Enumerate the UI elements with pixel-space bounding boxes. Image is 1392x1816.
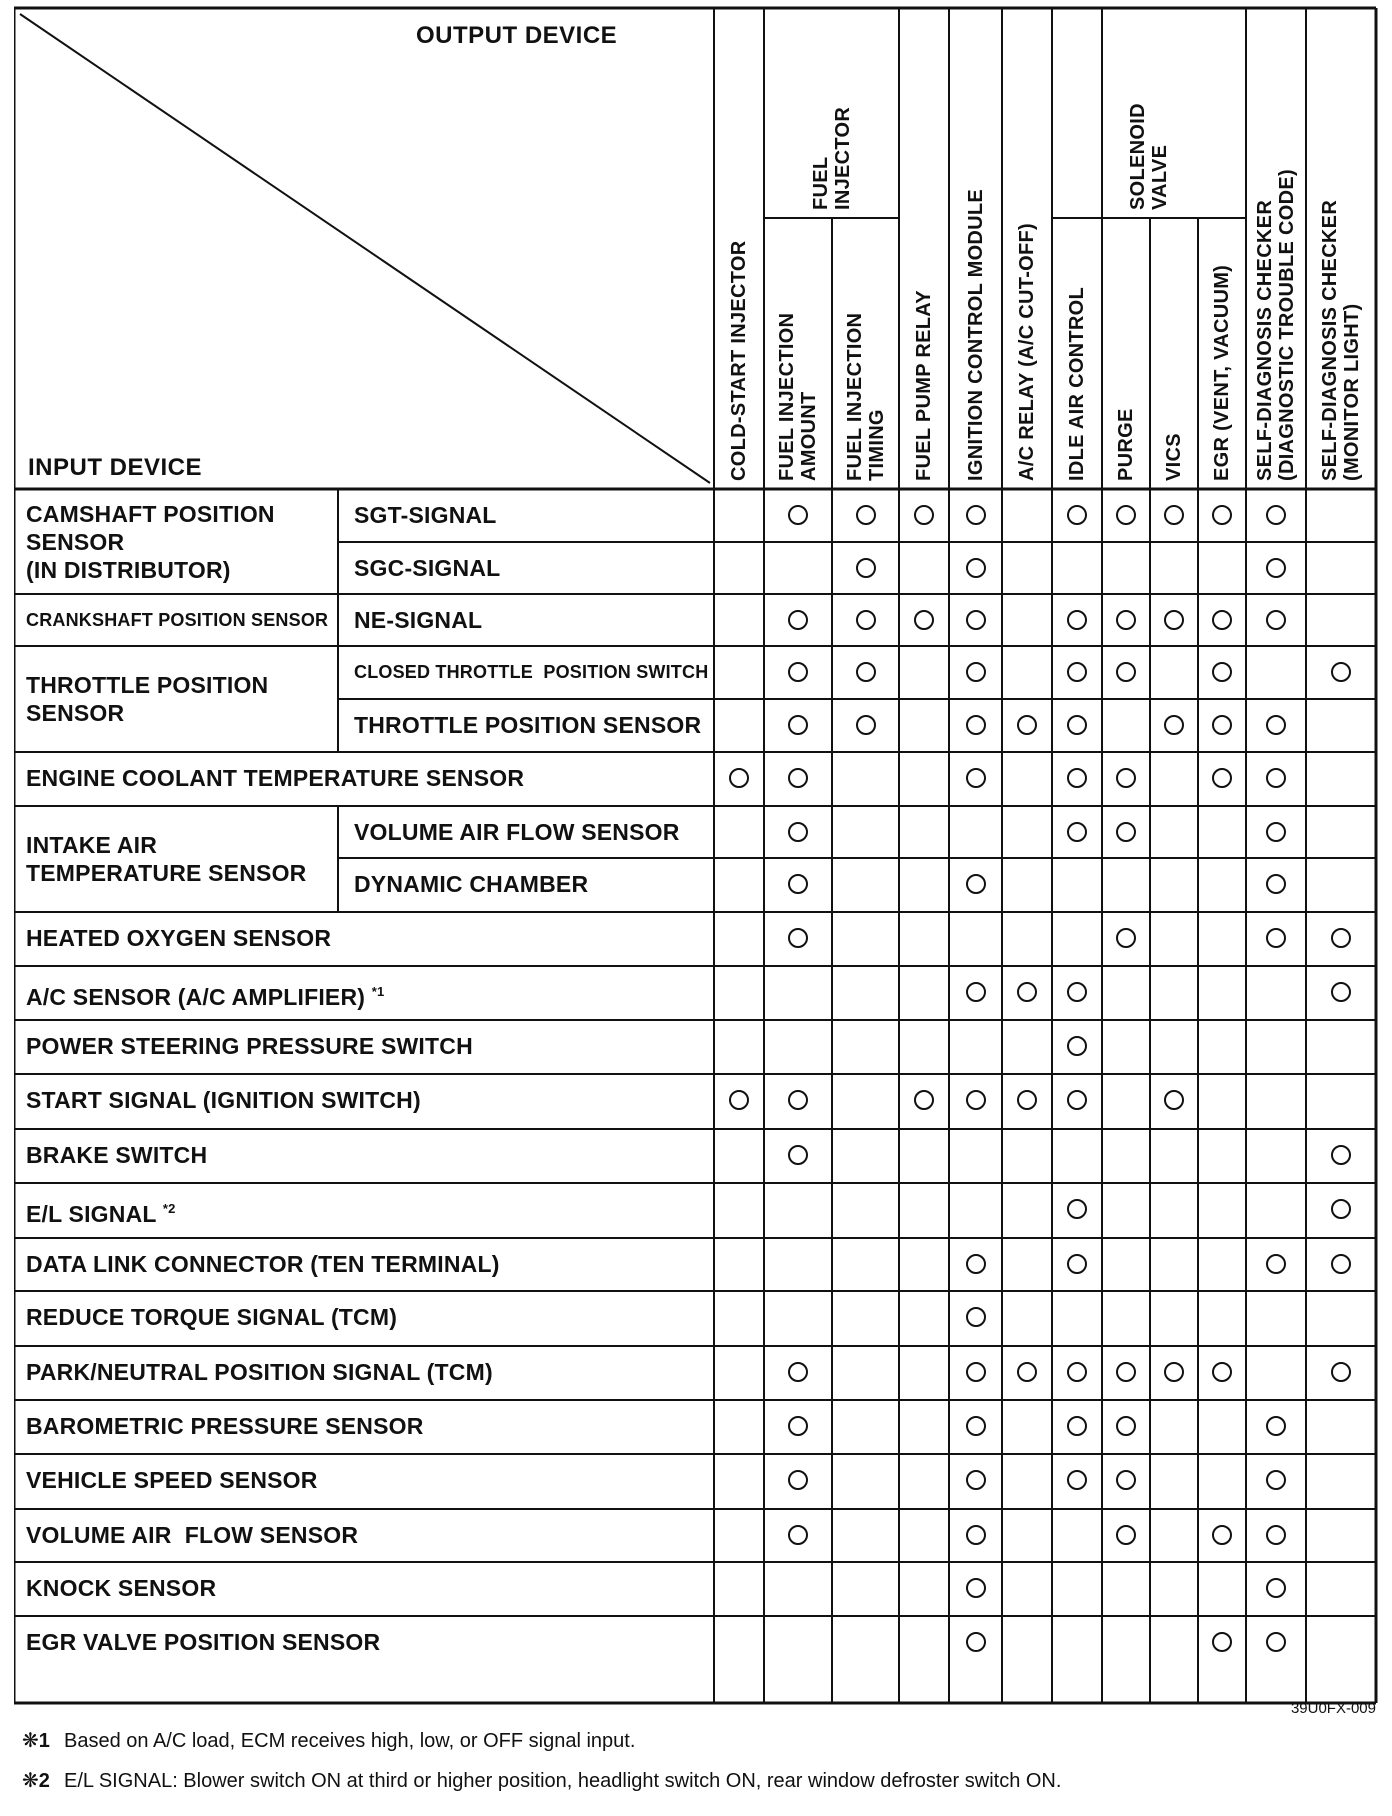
footnote-2-text: E/L SIGNAL: Blower switch ON at third or higher position, headlight switch ON, rear window defroster switch ON. [64,1770,1062,1792]
output-column-header: FUEL INJECTION AMOUNT [776,312,820,481]
input-row-label [26,1032,473,1060]
connection-mark [1164,1090,1184,1110]
connection-mark [788,822,808,842]
connection-mark [1266,928,1286,948]
connection-mark [966,1470,986,1490]
connection-mark [1116,1525,1136,1545]
connection-mark [1017,1090,1037,1110]
input-row-text: VOLUME AIR FLOW SENSOR [26,1522,359,1548]
input-group-label: THROTTLE POSITION SENSOR [26,672,269,726]
footnote-1 [22,1728,635,1753]
connection-mark [856,610,876,630]
row-footnote-ref: *1 [371,984,385,999]
input-row-label [26,764,524,792]
input-row-label [354,554,500,582]
connection-mark [1116,822,1136,842]
connection-mark [966,662,986,682]
connection-mark [966,1632,986,1652]
connection-mark [788,505,808,525]
connection-mark [966,1090,986,1110]
output-column-header: SELF-DIAGNOSIS CHECKER (MONITOR LIGHT) [1319,199,1363,481]
connection-mark [1067,1470,1087,1490]
connection-mark [1266,505,1286,525]
output-column-header: FUEL INJECTION TIMING [843,312,888,481]
connection-mark [1212,505,1232,525]
connection-mark [1266,1525,1286,1545]
connection-mark [966,768,986,788]
input-row-label [26,1195,176,1228]
connection-mark [1212,715,1232,735]
connection-mark [856,558,876,578]
connection-mark [1116,662,1136,682]
input-row-text: BRAKE SWITCH [26,1142,208,1168]
input-row-label [26,1303,397,1331]
connection-mark [1266,1416,1286,1436]
figure-id: 39U0FX-009 [1290,1700,1376,1717]
connection-mark [1067,1199,1087,1219]
connection-mark [1067,1254,1087,1274]
connection-mark [914,1090,934,1110]
connection-mark [1067,982,1087,1002]
connection-mark [966,1362,986,1382]
input-row-text: THROTTLE POSITION SENSOR [354,712,702,738]
connection-mark [1331,1254,1351,1274]
output-column-header: FUEL PUMP RELAY [913,290,935,481]
input-row-text: HEATED OXYGEN SENSOR [26,925,332,951]
connection-mark [1266,1632,1286,1652]
footnote-1-text: Based on A/C load, ECM receives high, low, or OFF signal input. [64,1730,636,1752]
connection-mark [1212,1632,1232,1652]
connection-mark [1331,662,1351,682]
connection-mark [914,610,934,630]
connection-mark [1266,874,1286,894]
footnote-2 [22,1768,1061,1793]
connection-mark [1017,1362,1037,1382]
header-diagonal [20,14,710,483]
connection-mark [1331,1145,1351,1165]
connection-mark [1266,1578,1286,1598]
connection-mark [1116,505,1136,525]
connection-mark [966,558,986,578]
input-row-label [26,1466,318,1494]
connection-mark [788,874,808,894]
connection-mark [966,1254,986,1274]
connection-mark [966,715,986,735]
input-row-label [354,501,497,529]
input-row-text: DATA LINK CONNECTOR (TEN TERMINAL) [26,1251,500,1277]
connection-mark [1266,1470,1286,1490]
input-row-label [354,818,680,846]
connection-mark [1017,715,1037,735]
connection-mark [1331,928,1351,948]
footnote-2-mark: ❋2 [22,1770,50,1792]
connection-mark [1212,662,1232,682]
connection-mark [1067,1090,1087,1110]
connection-mark [788,1090,808,1110]
input-row-label [354,606,482,634]
connection-mark [1331,1199,1351,1219]
connection-mark [1067,505,1087,525]
input-row-text: POWER STEERING PRESSURE SWITCH [26,1033,473,1059]
output-column-header: A/C RELAY (A/C CUT-OFF) [1016,222,1038,481]
input-row-text: REDUCE TORQUE SIGNAL (TCM) [26,1304,398,1330]
connection-mark [1116,610,1136,630]
connection-mark [1164,715,1184,735]
connection-mark [966,874,986,894]
input-row-text: DYNAMIC CHAMBER [354,871,589,897]
connection-mark [966,1307,986,1327]
connection-mark [1116,1362,1136,1382]
connection-mark [788,1362,808,1382]
input-row-label [26,978,384,1011]
footnote-1-mark: ❋1 [22,1730,50,1752]
input-row-label [354,711,701,739]
input-device-heading: INPUT DEVICE [28,454,203,481]
connection-mark [1067,662,1087,682]
connection-mark [1212,1525,1232,1545]
input-row-text: VEHICLE SPEED SENSOR [26,1467,318,1493]
connection-mark [788,1470,808,1490]
connection-mark [1116,768,1136,788]
input-row-label [354,870,588,898]
output-group-header: FUEL INJECTOR [809,106,854,210]
connection-mark [1164,610,1184,630]
connection-mark [914,505,934,525]
input-group-label: CRANKSHAFT POSITION SENSOR [26,610,329,630]
connection-mark [1212,1362,1232,1382]
output-column-header: IGNITION CONTROL MODULE [964,188,987,481]
input-row-text: BAROMETRIC PRESSURE SENSOR [26,1413,424,1439]
connection-mark [1212,610,1232,630]
connection-mark [788,928,808,948]
input-row-label [26,1574,216,1602]
output-column-header: VICS [1163,433,1185,481]
connection-mark [1164,505,1184,525]
connection-mark [729,1090,749,1110]
connection-mark [1266,610,1286,630]
input-row-label [26,1141,207,1169]
input-row-label [26,1250,500,1278]
connection-mark [1266,1254,1286,1274]
input-row-text: NE-SIGNAL [354,607,483,633]
connection-mark [1212,768,1232,788]
input-row-text: SGT-SIGNAL [354,502,497,528]
connection-mark [1164,1362,1184,1382]
input-row-text: A/C SENSOR (A/C AMPLIFIER) [26,984,366,1010]
input-row-text: VOLUME AIR FLOW SENSOR [354,819,680,845]
connection-mark [966,982,986,1002]
input-row-label [26,1358,493,1386]
connection-mark [966,505,986,525]
connection-mark [1266,822,1286,842]
connection-mark [966,610,986,630]
input-row-text: E/L SIGNAL [26,1201,157,1227]
connection-mark [788,715,808,735]
connection-mark [1331,982,1351,1002]
connection-mark [1067,768,1087,788]
output-device-heading: OUTPUT DEVICE [416,22,618,49]
input-row-label [354,658,708,686]
input-row-text: PARK/NEUTRAL POSITION SIGNAL (TCM) [26,1359,493,1385]
input-row-text: EGR VALVE POSITION SENSOR [26,1629,381,1655]
connection-mark [1331,1362,1351,1382]
output-column-header: EGR (VENT, VACUUM) [1211,264,1233,481]
connection-mark [1067,715,1087,735]
input-row-label [26,1086,421,1114]
input-row-label [26,1628,380,1656]
row-footnote-ref: *2 [162,1201,176,1216]
input-row-label [26,924,331,952]
input-group-label: CAMSHAFT POSITION SENSOR (IN DISTRIBUTOR) [26,500,275,583]
input-row-label [26,1412,424,1440]
connection-mark [1116,928,1136,948]
connection-mark [856,505,876,525]
connection-mark [788,662,808,682]
connection-mark [788,1145,808,1165]
input-group-label: INTAKE AIR TEMPERATURE SENSOR [26,832,307,886]
connection-mark [1116,1416,1136,1436]
connection-mark [788,1525,808,1545]
connection-mark [1067,1416,1087,1436]
input-row-text: ENGINE COOLANT TEMPERATURE SENSOR [26,765,525,791]
input-row-text: KNOCK SENSOR [26,1575,217,1601]
connection-mark [856,662,876,682]
connection-mark [966,1416,986,1436]
output-group-header: SOLENOID VALVE [1127,103,1171,210]
connection-mark [856,715,876,735]
output-column-header: IDLE AIR CONTROL [1066,286,1088,481]
connection-mark [788,1416,808,1436]
connection-mark [966,1578,986,1598]
connection-mark [1067,822,1087,842]
output-column-header: SELF-DIAGNOSIS CHECKER (DIAGNOSTIC TROUBLE CODE) [1254,169,1298,481]
connection-mark [788,610,808,630]
connection-mark [1067,610,1087,630]
connection-mark [788,768,808,788]
connection-mark [1067,1362,1087,1382]
connection-mark [966,1525,986,1545]
connection-mark [1266,715,1286,735]
output-column-header: COLD-START INJECTOR [728,240,750,481]
connection-mark [1116,1470,1136,1490]
connection-mark [1266,768,1286,788]
output-column-header: PURGE [1115,408,1137,481]
input-row-text: CLOSED THROTTLE POSITION SWITCH [354,662,709,682]
input-row-text: SGC-SIGNAL [354,555,501,581]
connection-mark [729,768,749,788]
connection-mark [1067,1036,1087,1056]
input-row-label [26,1521,358,1549]
connection-mark [1017,982,1037,1002]
input-row-text: START SIGNAL (IGNITION SWITCH) [26,1087,421,1113]
connection-mark [1266,558,1286,578]
